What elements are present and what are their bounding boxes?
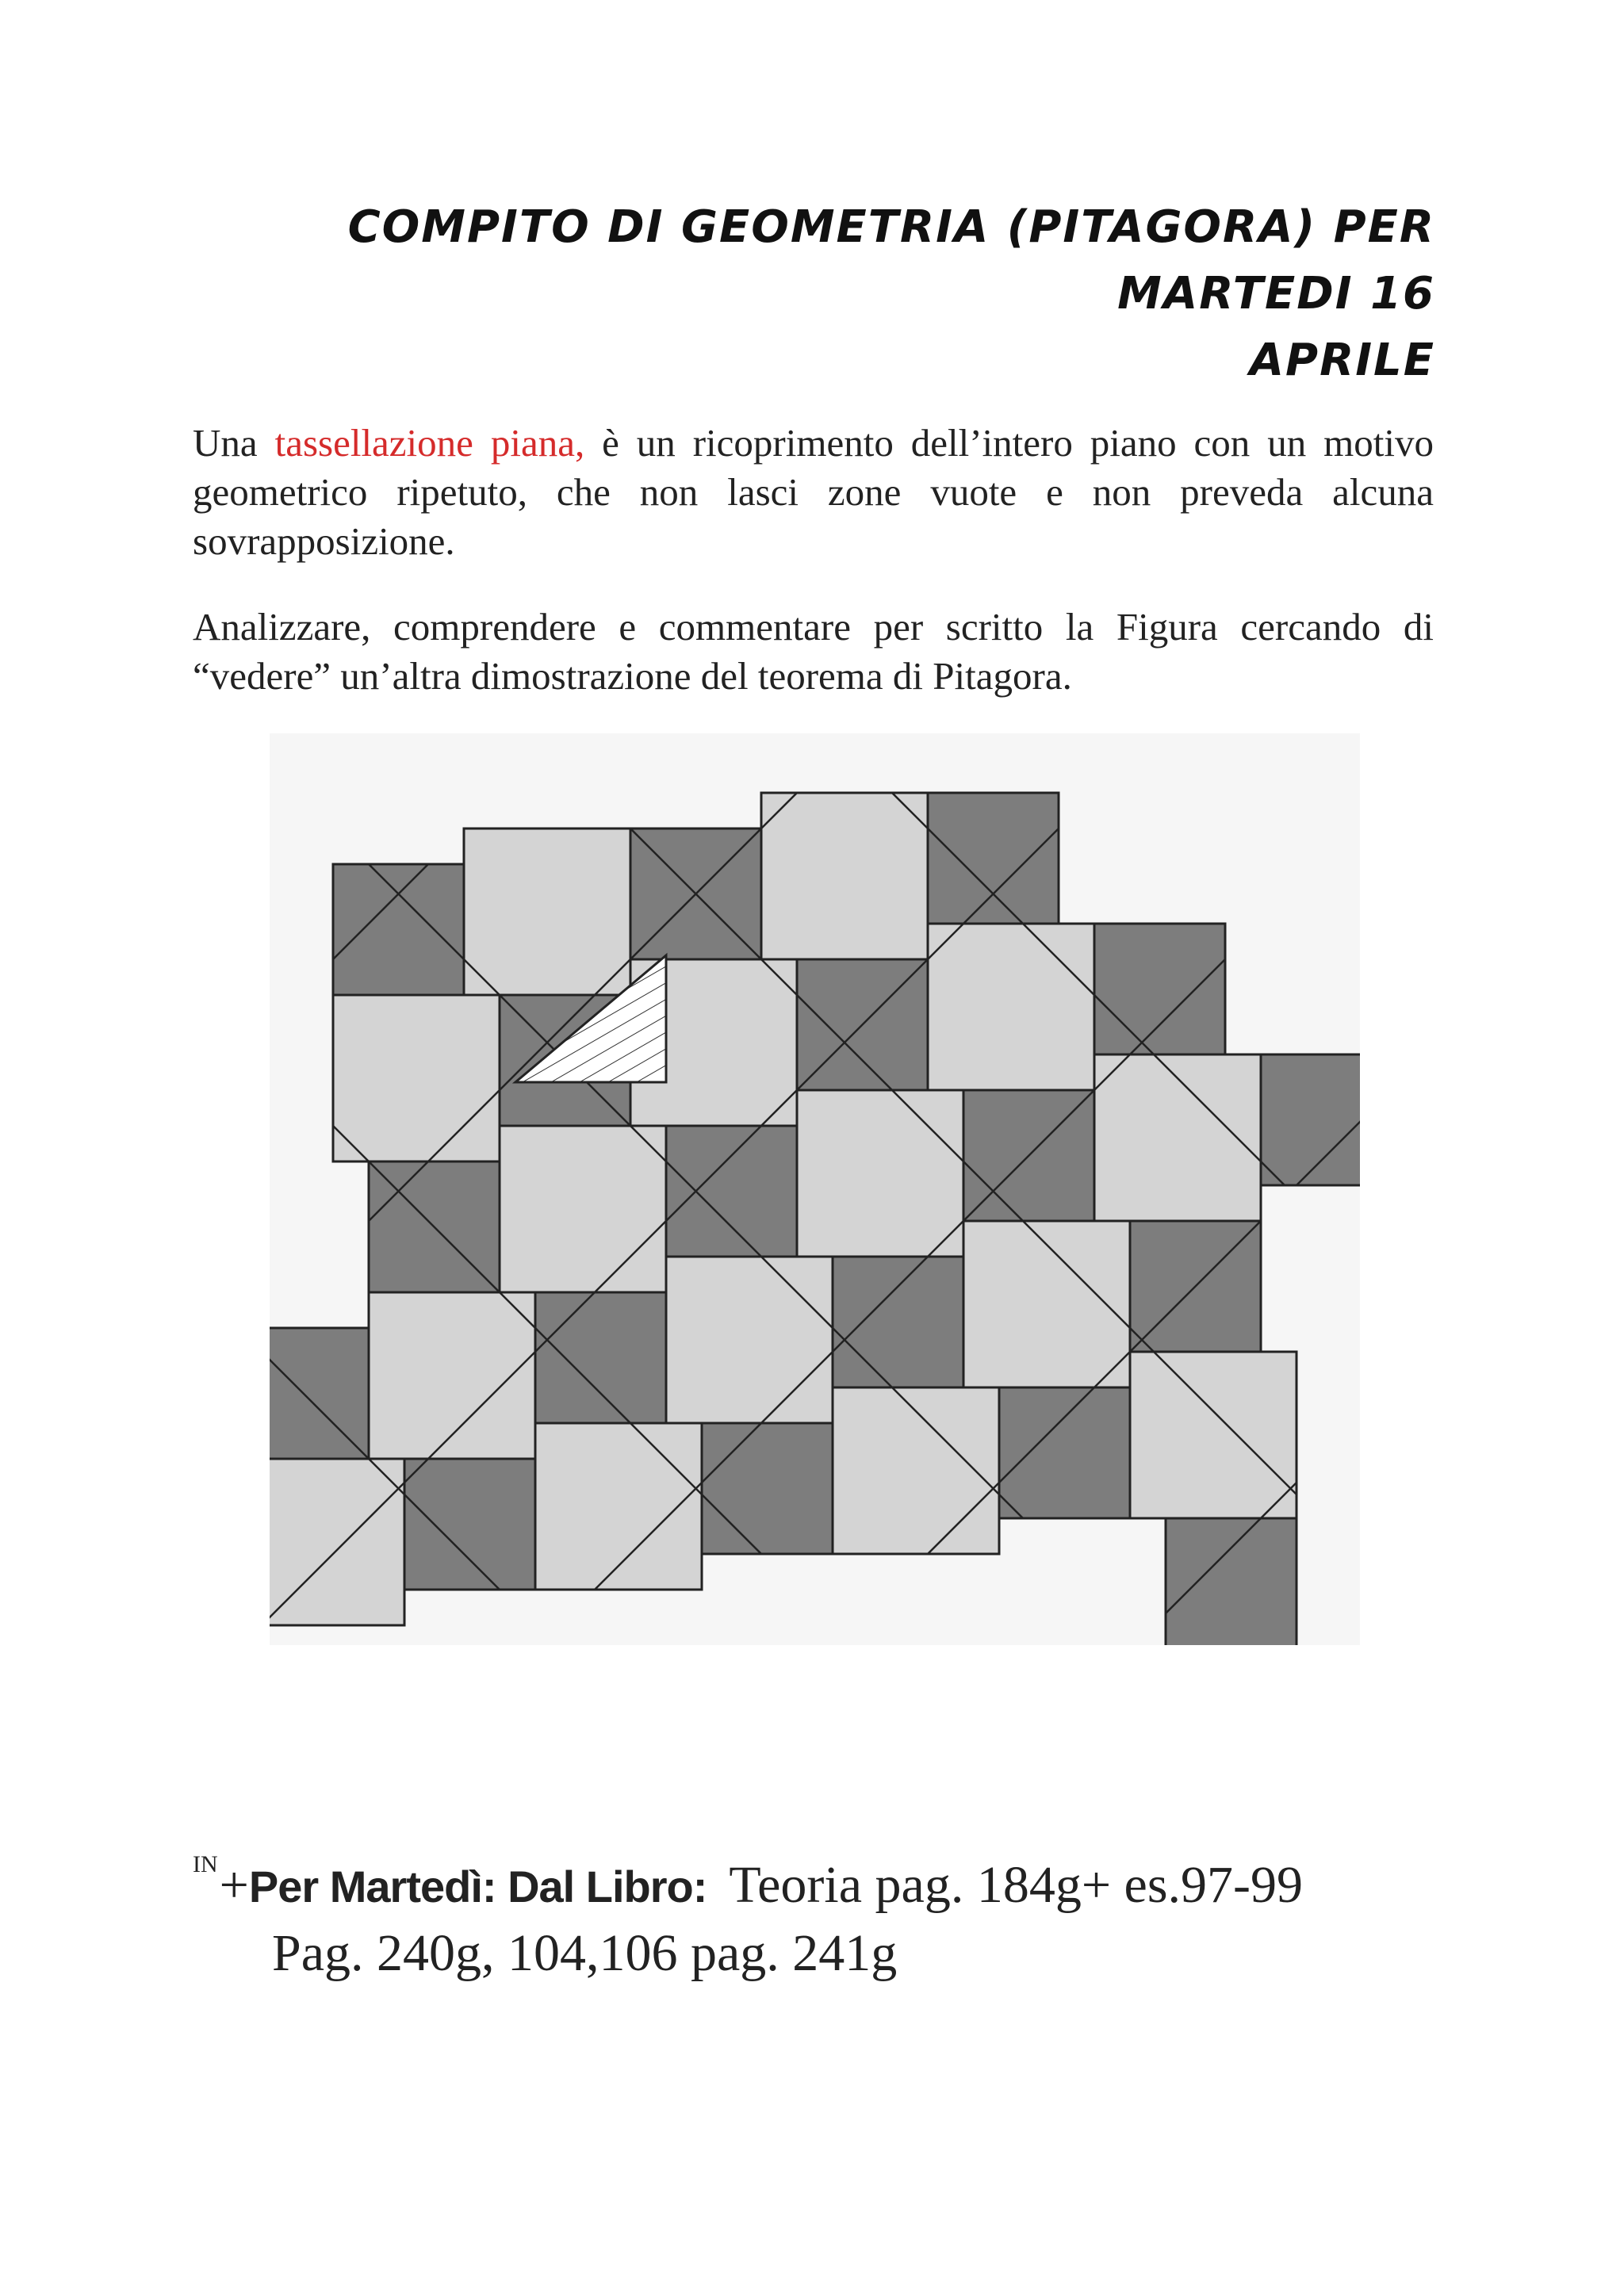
small-dark-square — [333, 864, 464, 995]
homework-note — [193, 1831, 1303, 1987]
plus-sign: + — [219, 1856, 249, 1914]
page-title — [301, 194, 1435, 394]
small-dark-square — [999, 1387, 1130, 1518]
definition-paragraph — [193, 419, 1434, 566]
small-dark-square — [270, 1328, 369, 1459]
big-light-square — [928, 924, 1094, 1090]
tessellation-figure — [270, 733, 1360, 1645]
big-light-square — [666, 1257, 833, 1423]
small-dark-square — [1166, 1518, 1297, 1645]
small-dark-square — [1261, 1054, 1360, 1185]
tessellation-svg — [270, 733, 1360, 1645]
homework-line-1 — [193, 1831, 1303, 1920]
definition-body: è un ricoprimento dell’intero piano con un motivo geometrico ripetuto, che non lasci zone vuote e non preveda alcuna sovrapposizione. — [193, 421, 1434, 563]
big-light-square — [797, 1090, 963, 1257]
big-light-square — [270, 1459, 404, 1625]
definition-lead: Una — [193, 421, 275, 465]
big-light-square — [500, 1126, 666, 1292]
title-line-2: APRILE — [1249, 335, 1435, 386]
big-light-square — [1130, 1352, 1297, 1518]
small-dark-square — [928, 793, 1059, 924]
title-line-1: COMPITO DI GEOMETRIA (PITAGORA) PER MARTEDI 16 — [347, 201, 1435, 320]
big-light-square — [761, 793, 928, 959]
small-dark-square — [535, 1292, 666, 1423]
big-light-square — [333, 995, 500, 1161]
small-dark-square — [702, 1423, 833, 1554]
small-dark-square — [666, 1126, 797, 1257]
homework-theory: Teoria pag. 184g+ es.97-99 — [729, 1856, 1304, 1914]
superscript-label: IN — [193, 1851, 218, 1877]
highlighted-term: tassellazione piana, — [274, 421, 585, 465]
small-dark-square — [833, 1257, 963, 1387]
homework-line-2: Pag. 240g, 104,106 pag. 241g — [272, 1924, 898, 1982]
small-dark-square — [1094, 924, 1225, 1054]
small-dark-square — [404, 1459, 535, 1590]
homework-label: Per Martedì: Dal Libro: — [248, 1862, 707, 1911]
big-light-square — [464, 828, 630, 995]
task-paragraph: Analizzare, comprendere e commentare per scritto la Figura cercando di “vedere” un’altra dimostrazione del teorema di Pitagora. — [193, 605, 1434, 698]
